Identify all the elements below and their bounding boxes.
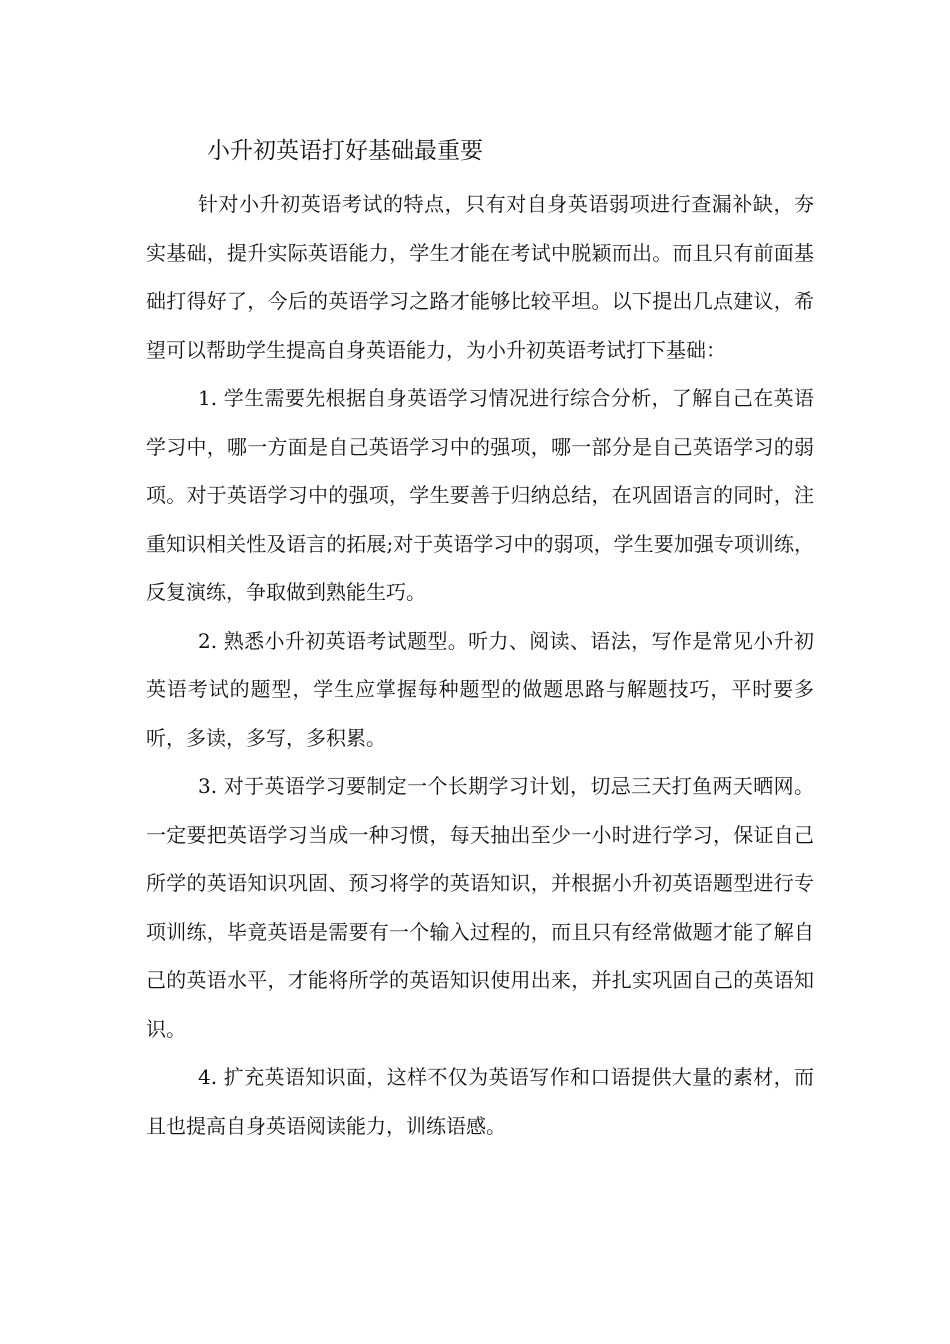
paragraph-intro: 针对小升初英语考试的特点，只有对自身英语弱项进行查漏补缺，夯实基础，提升实际英语能力，学生才能在考试中脱颖而出。而且只有前面基础打得好了，今后的英语学习之路才能够比较平坦。以下提出几点建议，希望可以帮助学生提高自身英语能力，为小升初英语考试打下基础： [146,192,814,362]
paragraph-item-3: 3. 对于英语学习要制定一个长期学习计划，切忌三天打鱼两天晒网。一定要把英语学习当成一种习惯，每天抽出至少一小时进行学习，保证自己所学的英语知识巩固、预习将学的英语知识，并根据小升初英语题型进行专项训练，毕竟英语是需要有一个输入过程的，而且只有经常做题才能了解自己的英语水平，才能将所学的英语知识使用出来，并扎实巩固自己的英语知识。 [146,774,814,1041]
document-body [146,180,814,1150]
paragraph-item-1: 1. 学生需要先根据自身英语学习情况进行综合分析，了解自己在英语学习中，哪一方面是自己英语学习中的强项，哪一部分是自己英语学习的弱项。对于英语学习中的强项，学生要善于归纳总结，在巩固语言的同时，注重知识相关性及语言的拓展;对于英语学习中的弱项，学生要加强专项训练，反复演练，争取做到熟能生巧。 [146,386,814,604]
paragraph-item-4: 4. 扩充英语知识面，这样不仅为英语写作和口语提供大量的素材，而且也提高自身英语阅读能力，训练语感。 [146,1065,814,1138]
paragraph-item-2: 2. 熟悉小升初英语考试题型。听力、阅读、语法，写作是常见小升初英语考试的题型，学生应掌握每种题型的做题思路与解题技巧，平时要多听，多读，多写，多积累。 [146,628,814,750]
document-title: 小升初英语打好基础最重要 [207,138,483,164]
